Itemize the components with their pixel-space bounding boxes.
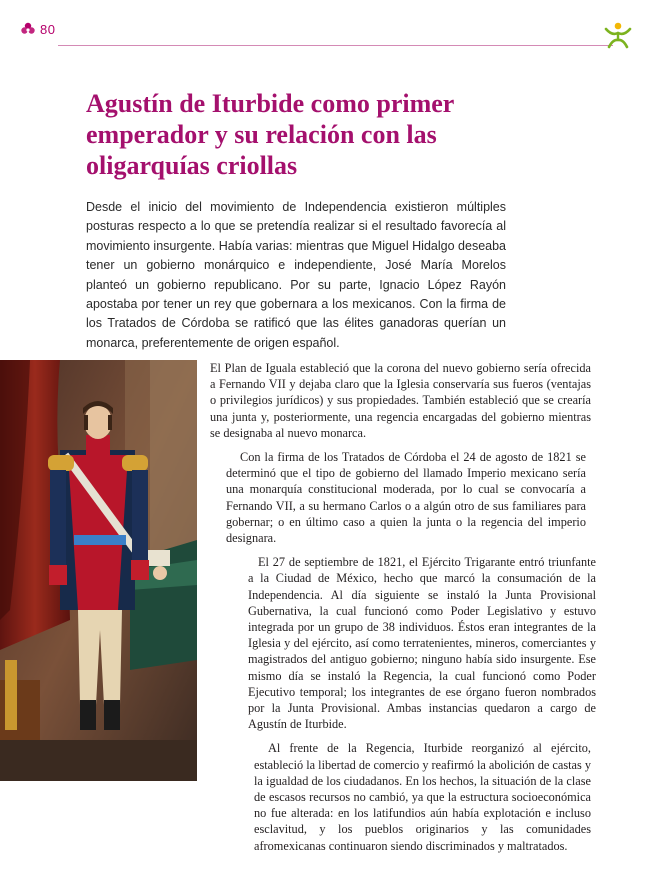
green-figure-logo-icon <box>603 20 633 50</box>
paragraph-regencia: Al frente de la Regencia, Iturbide reorganizó al ejército, estableció la libertad de comercio y reafirmó la abolición de castas y la igualdad de los ciudadanos. En los hechos, la situación de la clase de escasos recursos no cambió, ya que la estructura socioeconómica no fue alterada: en los latifundios aún había explotación e incluso esclavitud, y los pueblos originarios y las comunidades afromexicanas continuaron siendo discriminados y maltratados. <box>254 741 591 853</box>
paragraph-tratados-de-cordoba: Con la firma de los Tratados de Córdoba el 24 de agosto de 1821 se determinó que el tipo de gobierno del llamado Imperio mexicano sería una monarquía constitucional moderada, por lo cual se convocaría a Fernando VII, a su hermano Carlos o a algún otro de sus familiares para gobernar; o en último caso a quien la junta o la regencia del imperio designara. <box>226 450 586 546</box>
pink-flower-icon <box>20 21 36 37</box>
iturbide-portrait-image <box>0 360 197 781</box>
paragraph-ejercito-trigarante: El 27 de septiembre de 1821, el Ejército Trigarante entró triunfante a la Ciudad de México, hecho que marcó la consumación de la Independencia. Al día siguiente se instaló la Junta Provisional Gubernativa, la cual funcionó como Poder Legislativo y estuvo integrada por un grupo de 38 individuos. Éstos eran integrantes de la Iglesia y del ejército, así como terratenientes, mineros, comerciantes y magistrados del antiguo gobierno; ninguno había sido insurgente. Ese mismo día se instaló la Regencia, la cual funcionó como Poder Ejecutivo temporal; los integrantes de ese órgano fueron nombrados por la Junta Provisional. Ambas instancias quedaron a cargo de Agustín de Iturbide. <box>248 555 596 732</box>
page-title: Agustín de Iturbide como primer emperador y su relación con las oligarquías criollas <box>86 89 454 180</box>
body-text <box>210 360 596 862</box>
page-number: 80 <box>40 22 56 37</box>
header-divider <box>58 45 613 46</box>
paragraph-plan-de-iguala: El Plan de Iguala estableció que la corona del nuevo gobierno sería ofrecida a Fernando VII y dejaba claro que la Iglesia conservaría sus fueros (ventajas o privilegios jurídicos) y sus propiedades. También estableció que se crearía una junta y, posteriormente, una regencia encargadas del gobierno mientras se designaba al nuevo monarca. <box>210 361 591 440</box>
page-header <box>0 0 672 60</box>
intro-paragraph: Desde el inicio del movimiento de Independencia existieron múltiples posturas respecto a lo que se pretendía realizar si el resultado favorecía al movimiento insurgente. Había varias: mientras que Miguel Hidalgo deseaba tener un gobierno monárquico e independiente, José María Morelos planteó un gobierno republicano. Por su parte, Ignacio López Rayón apostaba por tener un rey que gobernara a los mexicanos. Con la firma de los Tratados de Córdoba se ratificó que las élites ganadoras querían un monarca, preferentemente de origen español. <box>86 200 506 350</box>
